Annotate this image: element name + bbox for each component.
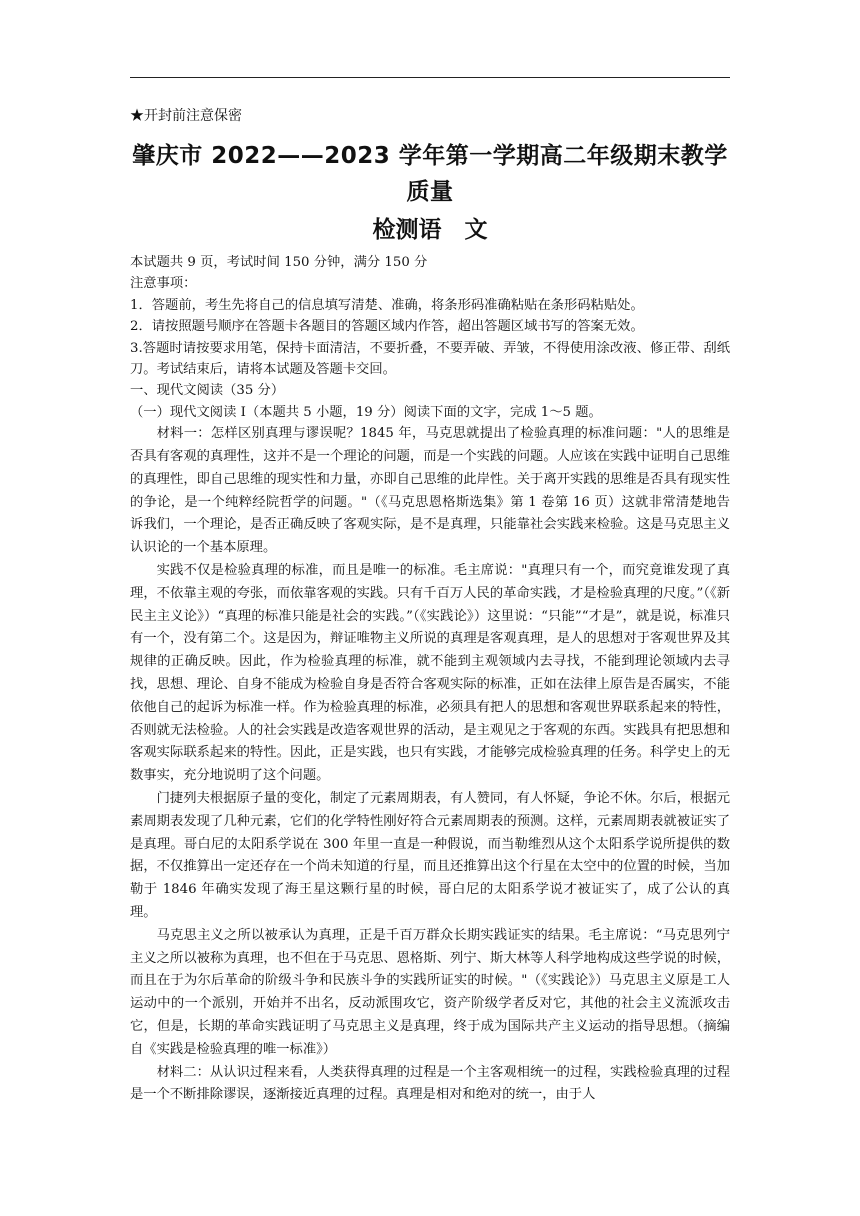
document-body [130, 106, 730, 1107]
paragraph-science-history: 门捷列夫根据原子量的变化，制定了元素周期表，有人赞同，有人怀疑，争论不休。尔后，根据元素周期表发现了几种元素，它们的化学特性刚好符合元素周期表的预测。这样，元素周期表就被证实了是真理。哥白尼的太阳系学说在 300 年里一直是一种假说，而当勒维烈从这个太阳系学说所提供的数据，不仅推算出一定还存在一个尚未知道的行星，而且还推算出这个行星在太空中的位置的时候，当加勒于 1846 年确实发现了海王星这颗行星的时候，哥白尼的太阳系学说才被证实了，成了公认的真理。 [130, 791, 730, 920]
paragraph-marxism: 马克思主义之所以被承认为真理，正是千百万群众长期实践证实的结果。毛主席说：“马克思列宁主义之所以被称为真理，也不但在于马克思、恩格斯、列宁、斯大林等人科学地构成这些学说的时候，而且在于为尔后革命的阶级斗争和民族斗争的实践所证实的时候。"（《实践论》）马克思主义原是工人运动中的一个派别，开始并不出名，反动派围攻它，资产阶级学者反对它，其他的社会主义流派攻击它，但是，长期的革命实践证明了马克思主义是真理，终于成为国际共产主义运动的指导思想。（摘编自《实践是检验真理的唯一标准》） [130, 927, 730, 1057]
header-rule [130, 77, 730, 78]
paragraph-material-2: 材料二：从认识过程来看，人类获得真理的过程是一个主客观相统一的过程，实践检验真理的过程是一个不断排除谬误，逐渐接近真理的过程。真理是相对和绝对的统一，由于人 [130, 1064, 730, 1103]
paragraph-material-1: 材料一：怎样区别真理与谬误呢？1845 年，马克思就提出了检验真理的标准问题："人的思维是否具有客观的真理性，这并不是一个理论的问题，而是一个实践的问题。人应该在实践中证明自己思维的真理性，即自己思维的现实性和力量，亦即自己思维的此岸性。关于离开实践的思维是否具有现实性的争论，是一个纯粹经院哲学的问题。"（《马克思恩格斯选集》第 1 卷第 16 页）这就非常清楚地告诉我们，一个理论，是否正确反映了客观实际，是不是真理，只能靠社会实践来检验。这是马克思主义认识论的一个基本原理。 [130, 426, 730, 556]
section-heading: 一、现代文阅读（35 分） [130, 383, 285, 399]
paragraph-practice-standard: 实践不仅是检验真理的标准，而且是唯一的标准。毛主席说："真理只有一个，而究竟谁发现了真理，不依靠主观的夸张，而依靠客观的实践。只有千百万人民的革命实践，才是检验真理的尺度。”（《新民主主义论》）“真理的标准只能是社会的实践。”（《实践论》）这里说：“只能”“才是”，就是说，标准只有一个，没有第二个。这是因为，辩证唯物主义所说的真理是客观真理，是人的思想对于客观世界及其规律的正确反映。因此，作为检验真理的标准，就不能到主观领域内去寻找，不能到理论领域内去寻找，思想、理论、自身不能成为检验自身是否符合客观实际的标准，正如在法律上原告是否属实，不能依他自己的起诉为标准一样。作为检验真理的标准，必须具有把人的思想和客观世界联系起来的特性，否则就无法检验。人的社会实践是改造客观世界的活动，是主观见之于客观的东西。实践具有把思想和客观实际联系起来的特性。因此，正是实践，也只有实践，才能够完成检验真理的任务。科学史上的无数事实，充分地说明了这个问题。 [130, 563, 730, 784]
confidential-mark: ★开封前注意保密 [130, 108, 242, 124]
subsection-heading: （一）现代文阅读 I（本题共 5 小题，19 分）阅读下面的文字，完成 1～5 题。 [130, 404, 602, 420]
notice-item-3: 3.答题时请按要求用笔，保持卡面清洁，不要折叠，不要弄破、弄皱，不得使用涂改液、修正带、刮纸刀。考试结束后，请将本试题及答题卡交回。 [130, 340, 730, 378]
exam-title-line2: 检测语 文 [372, 217, 488, 243]
notice-item-1: 1．答题前，考生先将自己的信息填写清楚、准确，将条形码准确粘贴在条形码粘贴处。 [130, 297, 644, 313]
exam-info: 本试题共 9 页，考试时间 150 分钟，满分 150 分 [130, 255, 428, 270]
notice-heading: 注意事项： [130, 276, 197, 292]
notice-item-2: 2．请按照题号顺序在答题卡各题目的答题区域内作答，超出答题区域书写的答案无效。 [130, 319, 644, 335]
exam-title-line1: 肇庆市 2022——2023 学年第一学期高二年级期末教学质量 [132, 143, 728, 205]
